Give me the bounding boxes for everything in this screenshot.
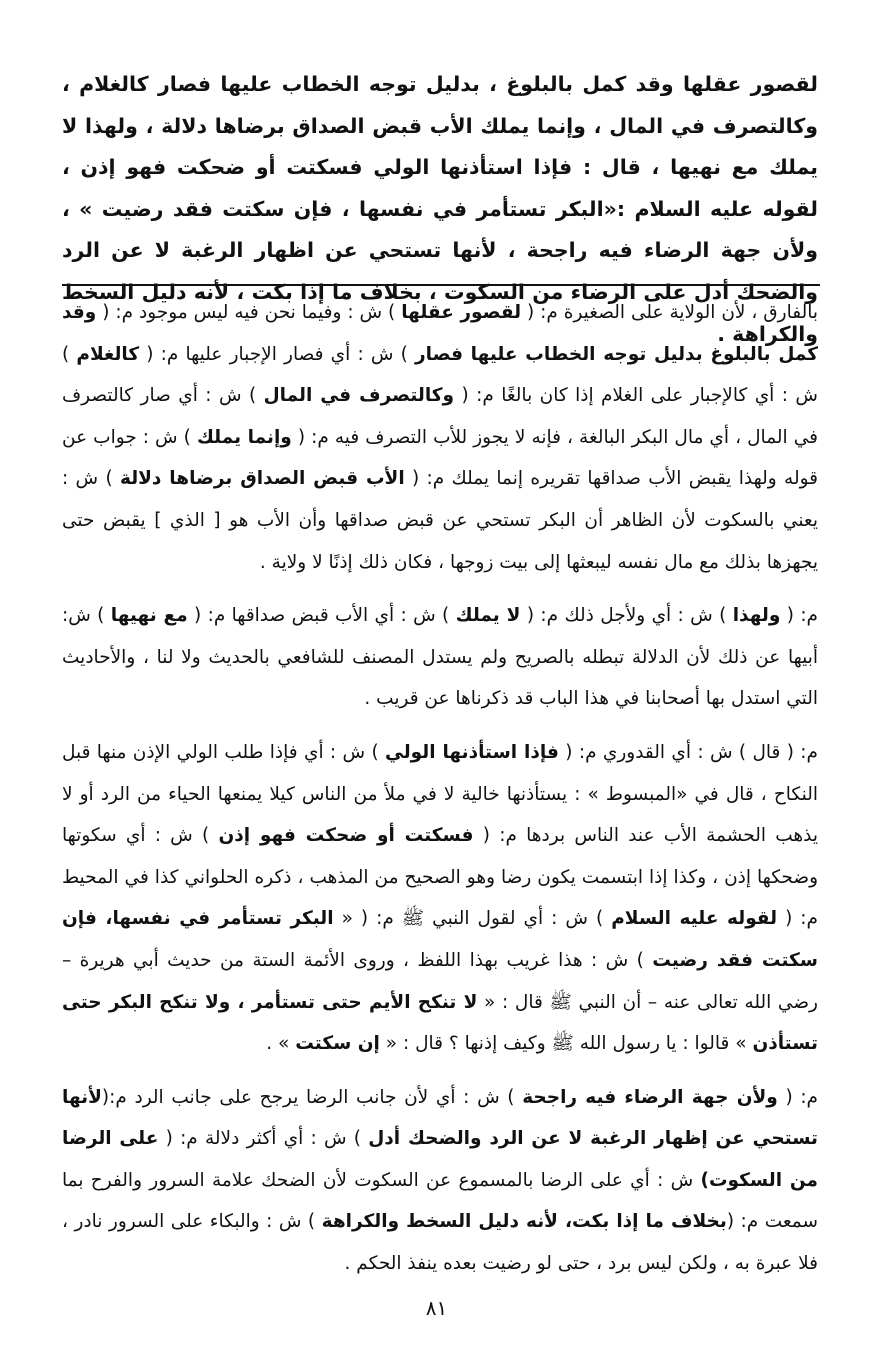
- commentary-text: ) ش : جواب عن قوله ولهذا يقبض الأب صداقها تقريره إنما يملك م: (: [62, 426, 818, 490]
- quoted-matn-text: لا يملك: [455, 605, 521, 627]
- commentary: [62, 292, 818, 1285]
- page-number: ٨١: [425, 1296, 448, 1320]
- quoted-matn-text: فإذا استأذنها الولي: [385, 741, 559, 763]
- commentary-text: بالفارق ، لأن الولاية على الصغيرة م: (: [521, 302, 819, 323]
- quoted-matn-text: وإنما يملك: [196, 426, 292, 448]
- quoted-matn-text: على الرضا من السكوت): [62, 1128, 818, 1191]
- commentary-text: ش : أي على الرضا بالمسموع عن السكوت لأن الضحك علامة السرور والفرح بما سمعت م: (: [62, 1169, 818, 1233]
- commentary-text: م: (: [777, 1086, 819, 1108]
- commentary-text: ) ش : هذا غريب بهذا اللفظ ، وروى الأئمة الستة من حديث أبي هريرة – رضي الله تعالى عنه – أن النبي ﷺ قال : «: [62, 949, 818, 1013]
- commentary-text: » .: [266, 1033, 296, 1055]
- quoted-matn-text: ولأن جهة الرضاء فيه راجحة: [522, 1086, 778, 1108]
- quoted-matn-text: مع نهيها: [110, 605, 188, 627]
- commentary-text: ) ش : أي فإذا طلب الولي الإذن منها قبل النكاح ، قال في «المبسوط » : يستأذنها خالية لا في ملأ من الناس كيلا يمنعها الحياء من الرد أو لا يذهب الحشمة الأب عند الناس بردها م: (: [62, 741, 818, 847]
- commentary-text: ) ش : أي أكثر دلالة م: (: [158, 1128, 369, 1150]
- quoted-matn-text: لا تنكح الأيم حتى تستأمر ، ولا تنكح البكر حتى تستأذن: [62, 991, 818, 1055]
- commentary-text: ) ش : أي صار كالتصرف في المال ، أي مال البكر البالغة ، فإنه لا يجوز للأب التصرف فيه م: (: [62, 385, 818, 448]
- commentary-paragraph-2: [62, 595, 818, 720]
- commentary-text: ) ش : أي ولأجل ذلك م: (: [520, 605, 733, 627]
- commentary-text: » قالوا : يا رسول الله ﷺ وكيف إذنها ؟ قال : «: [379, 1033, 753, 1055]
- quoted-matn-text: لقوله عليه السلام: [611, 908, 778, 930]
- commentary-text: ) ش : يعني بالسكوت لأن الظاهر أن البكر تستحي عن قبض صداقها وأن الأب هو [ الذي ] يقبض حتى يجهزها بذلك مع مال نفسه ليبعثها إلى بيت زوجها ، فكان ذلك إذنًا لا ولاية .: [62, 468, 818, 573]
- quoted-matn-text: لأنها تستحي عن إظهار الرغبة لا عن الرد والضحك أدل: [62, 1086, 818, 1150]
- quoted-matn-text: لقصور عقلها: [401, 302, 522, 323]
- main-text: لقصور عقلها وقد كمل بالبلوغ ، بدليل توجه الخطاب عليها فصار كالغلام ، وكالتصرف في المال ، وإنما يملك الأب قبض الصداق برضاها دلالة ، ولهذا لا يملك مع نهيها ، قال : فإذا استأذنها الولي فسكتت أو ضحكت فهو إذن ، لقوله عليه السلام :«البكر تستأمر في نفسها ، فإن سكتت فقد رضيت » ، ولأن جهة الرضاء فيه راجحة ، لأنها تستحي عن اظهار الرغبة لا عن الرد والضحك أدل على الرضاء من السكوت ، بخلاف ما إذا بكت ، لأنه دليل السخط والكراهة .: [62, 72, 818, 346]
- quoted-matn-text: وكالتصرف في المال: [263, 385, 455, 407]
- commentary-text: ) ش : وفيما نحن فيه ليس موجود م: (: [96, 302, 402, 323]
- commentary-text: ) ش : أي الأب قبض صداقها م: (: [187, 605, 456, 627]
- quoted-matn-text: البكر تستأمر في نفسها، فإن سكتت فقد رضيت: [62, 908, 819, 971]
- commentary-text: ) ش : والبكاء على السرور نادر ، فلا عبرة به ، ولكن ليس برد ، حتى لو رضيت بعده ينفذ الحكم .: [62, 1211, 818, 1275]
- quoted-matn-text: ولهذا: [732, 605, 781, 627]
- commentary-paragraph-3: [62, 732, 818, 1065]
- commentary-text: ) ش : أي لأن جانب الرضا يرجح على جانب الرد م:(: [101, 1086, 523, 1108]
- commentary-paragraph-1: [62, 292, 818, 583]
- section-divider: [62, 284, 820, 286]
- quoted-matn-text: وقد كمل بالبلوغ بدليل توجه الخطاب عليها فصار: [62, 302, 818, 365]
- commentary-text: ) ش : أي لقول النبي ﷺ م: ( «: [333, 908, 612, 930]
- commentary-paragraph-4: [62, 1077, 818, 1285]
- commentary-text: ) ش : أي كالإجبار على الغلام إذا كان بالغًا م: (: [62, 343, 819, 407]
- quoted-matn-text: الأب قبض الصداق برضاها دلالة: [119, 468, 405, 490]
- commentary-text: ) ش : أي سكوتها وضحكها إذن ، وكذا إذا ابتسمت يكون رضا وهو الصحيح من المذهب ، ذكره الحلواني كذا في المحيط م: (: [62, 825, 818, 930]
- quoted-matn-text: إن سكتت: [295, 1033, 380, 1055]
- quoted-matn-text: بخلاف ما إذا بكت، لأنه دليل السخط والكراهة: [321, 1211, 727, 1233]
- commentary-text: م: ( قال ) ش : أي القدوري م: (: [558, 741, 818, 763]
- quoted-matn-text: فسكتت أو ضحكت فهو إذن: [218, 825, 474, 847]
- quoted-matn-text: كالغلام: [76, 343, 140, 365]
- commentary-text: ) ش: أبيها عن ذلك لأن الدلالة تبطله بالصريح ولم يستدل المصنف للشافعي بالحديث ولا لنا ، والأحاديث التي استدل بها أصحابنا في هذا الباب قد ذكرناها عن قريب .: [62, 605, 818, 710]
- commentary-text: م: (: [780, 605, 819, 627]
- commentary-text: ) ش : أي فصار الإجبار عليها م: (: [139, 343, 415, 365]
